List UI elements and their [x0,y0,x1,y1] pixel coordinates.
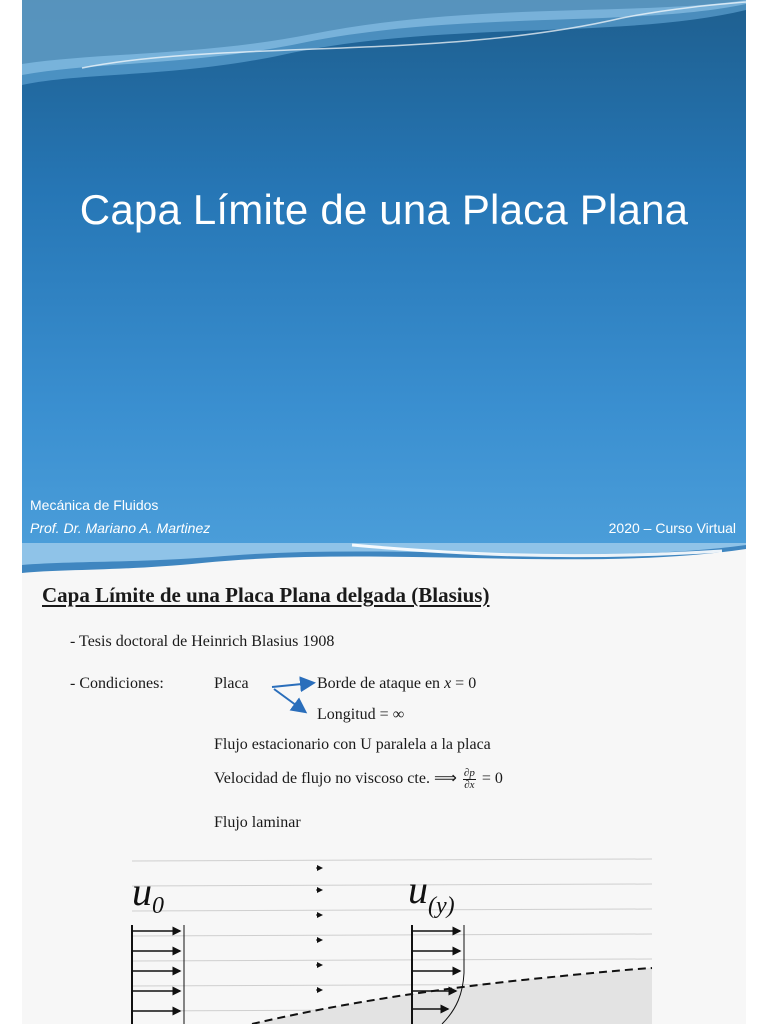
u0-velocity-arrows [132,931,180,1011]
longitud: Longitud = ∞ [317,706,405,723]
u0-label: $u_0$ [132,869,164,919]
slide-heading: Capa Límite de una Placa Plana delgada (Blasius) [42,583,490,607]
slide-title: Capa Límite de una Placa Plana [79,186,689,233]
decorative-wave-top [22,543,746,579]
title-slide [22,0,746,543]
course-name: Mecánica de Fluidos [30,497,159,513]
velocidad-text: Velocidad de flujo no viscoso cte. ⟹ [214,770,457,788]
eq-zero: = 0 [481,770,503,788]
boundary-layer-diagram [22,843,746,1024]
pressure-gradient-fraction [463,768,476,791]
midstream-arrows [316,868,322,990]
borde-eq: = 0 [451,675,477,692]
flujo-estacionario: Flujo estacionario con U paralela a la placa [214,736,491,753]
borde-text: Borde de ataque en [317,675,445,692]
borde-var: x [444,675,452,692]
bullet-condiciones: - Condiciones: [70,675,164,692]
professor-name: Prof. Dr. Mariano A. Martinez [30,520,211,536]
placa-label: Placa [214,675,249,692]
frac-den: ∂x [464,779,475,791]
content-slide [22,543,746,1024]
branch-arrows-icon [270,673,320,717]
uy-label: $u_{(y)}$ [408,867,455,919]
decorative-wave-header [22,0,746,90]
bullet-tesis: - Tesis doctoral de Heinrich Blasius 1908 [70,633,335,650]
frac-num: ∂p [463,767,475,779]
velocidad-constante [214,768,503,791]
borde-ataque [317,675,476,693]
year-label: 2020 – Curso Virtual [608,520,736,536]
flujo-laminar: Flujo laminar [214,814,301,831]
